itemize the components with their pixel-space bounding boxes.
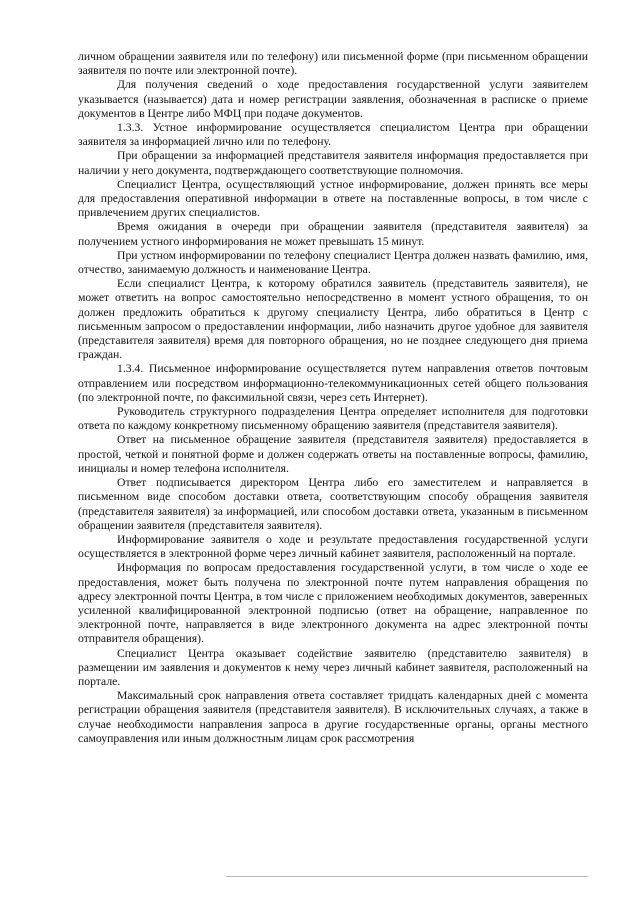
paragraph: Специалист Центра оказывает содействие заявителю (представителю заявителя) в размещении им заявления и документов к нему через личный кабинет заявителя, расположенный на портале. [78,646,588,688]
paragraph: личном обращении заявителя или по телефону) или письменной форме (при письменном обращении заявителя по почте или электронной почте). [78,50,588,78]
paragraph: Если специалист Центра, к которому обратился заявитель (представитель заявителя), не может ответить на вопрос самостоятельно непосредственно в момент устного обращения, то он должен предложить обратиться к другому специалисту Центра, либо обратиться в Центр с письменным запросом о предоставлении информации, либо назначить другое удобное для заявителя (представителя заявителя) время для повторного обращения, но не позднее следующего дня приема граждан. [78,277,588,362]
paragraph: Информирование заявителя о ходе и результате предоставления государственной услуги осуществляется в электронной форме через личный кабинет заявителя, расположенный на портале. [78,532,588,561]
footer-divider [226,876,588,877]
paragraph: Для получения сведений о ходе предоставления государственной услуги заявителем указывается (называется) дата и номер регистрации заявления, обозначенная в расписке о приеме документов в Центре либо МФЦ при подаче документов. [78,78,588,120]
paragraph: Максимальный срок направления ответа составляет тридцать календарных дней с момента регистрации обращения заявителя (представителя заявителя). В исключительных случаях, а также в случае необходимости направления запроса в другие государственные органы, органы местного самоуправления или иным должностным лицам срок рассмотрения [78,689,588,745]
paragraph: Время ожидания в очереди при обращении заявителя (представителя заявителя) за получением устного информирования не может превышать 15 минут. [78,220,588,248]
paragraph: Информация по вопросам предоставления государственной услуги, в том числе о ходе ее предоставления, может быть получена по электронной почте путем направления обращения по адресу электронной почты Центра, в том числе с приложением необходимых документов, заверенных усиленной квалифицированной электронной подписью (ответ на обращение, направленное по электронной почте, направляется в виде электронного документа на адрес электронной почты отправителя обращения). [78,561,588,646]
paragraph: Ответ подписывается директором Центра либо его заместителем и направляется в письменном виде способом доставки ответа, соответствующим способу обращения заявителя (представителя заявителя) за информацией, или способом доставки ответа, указанным в письменном обращении заявителя (представителя заявителя). [78,476,588,532]
paragraph: Ответ на письменное обращение заявителя (представителя заявителя) предоставляется в простой, четкой и понятной форме и должен содержать ответы на поставленные вопросы, фамилию, инициалы и номер телефона исполнителя. [78,433,588,475]
paragraph: Специалист Центра, осуществляющий устное информирование, должен принять все меры для предоставления оперативной информации в ответе на поставленные вопросы, в том числе с привлечением других специалистов. [78,177,588,220]
paragraph: 1.3.4. Письменное информирование осуществляется путем направления ответов почтовым отправлением или посредством информационно-телекоммуникационных сетей общего пользования (по электронной почте, по факсимильной связи, через сеть Интернет). [78,362,588,404]
paragraph: Руководитель структурного подразделения Центра определяет исполнителя для подготовки ответа по каждому конкретному письменному обращению заявителя (представителя заявителя). [78,405,588,433]
paragraph: При обращении за информацией представителя заявителя информация предоставляется при наличии у него документа, подтверждающего соответствующие полномочия. [78,149,588,177]
paragraph: 1.3.3. Устное информирование осуществляется специалистом Центра при обращении заявителя за информацией лично или по телефону. [78,121,588,149]
paragraph: При устном информировании по телефону специалист Центра должен назвать фамилию, имя, отчество, занимаемую должность и наименование Центра. [78,248,588,277]
document-page [78,50,588,746]
